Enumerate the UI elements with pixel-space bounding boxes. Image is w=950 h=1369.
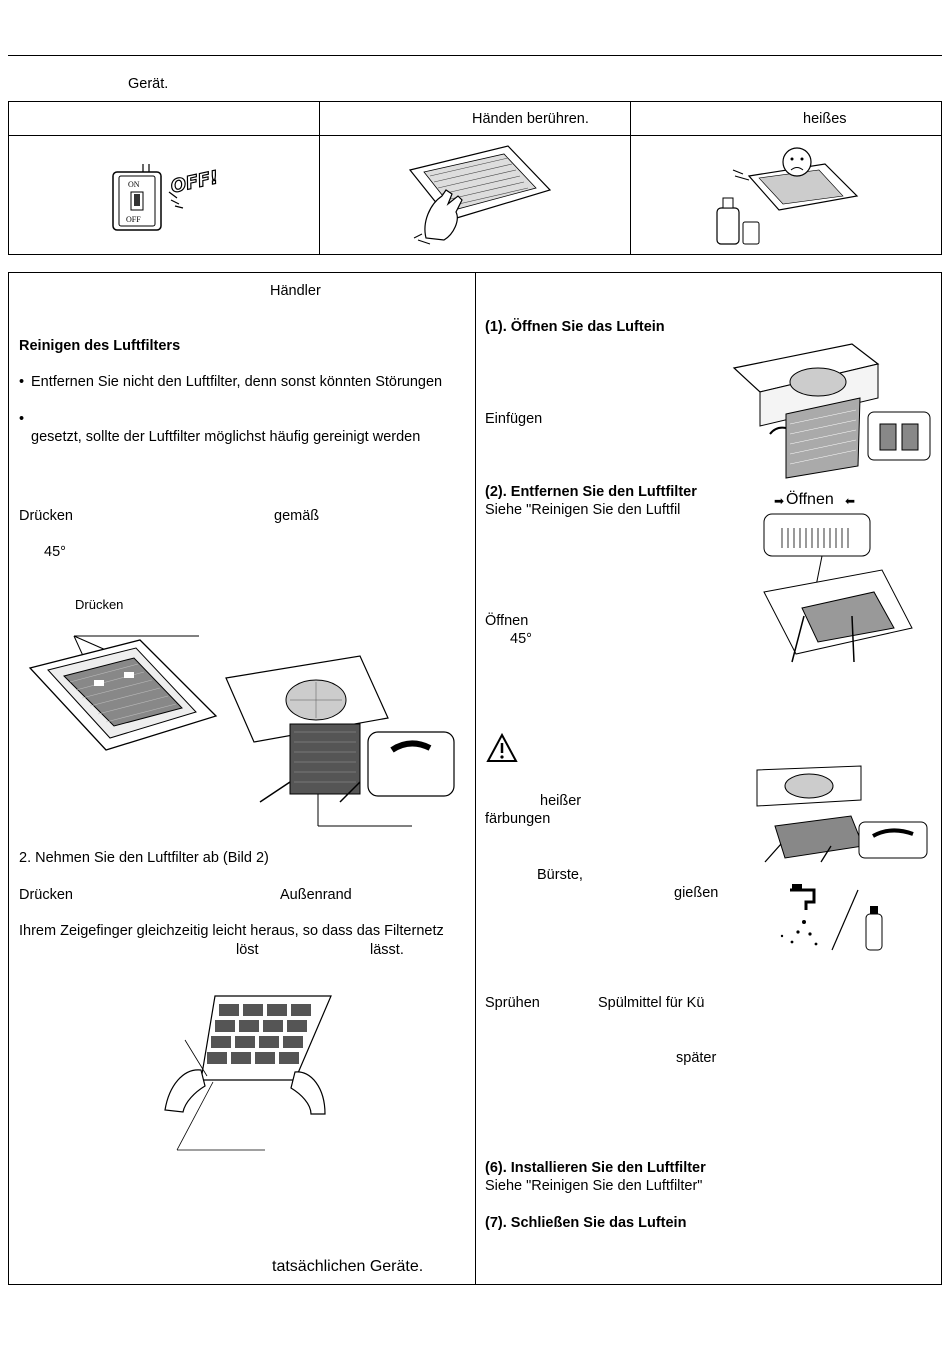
see-clean-filter: Siehe "Reinigen Sie den Luftfil bbox=[485, 502, 681, 518]
according-word: gemäß bbox=[274, 508, 320, 524]
outer-edge: Außenrand bbox=[280, 887, 352, 903]
hot-word: heißer bbox=[540, 793, 582, 809]
switch-off-label: OFF bbox=[126, 215, 141, 224]
off-shout-text: OFF! bbox=[168, 167, 221, 198]
header-rule bbox=[8, 55, 942, 56]
discolor-word: färbungen bbox=[485, 811, 551, 827]
open-label: Öffnen bbox=[786, 491, 834, 508]
filter-wash-figure bbox=[755, 766, 935, 866]
press-line: Drücken bbox=[19, 508, 73, 524]
bullet-2-marker: • bbox=[19, 411, 25, 427]
insert-word: Einfügen bbox=[485, 411, 543, 427]
detergent-word: Spülmittel für Kü bbox=[598, 995, 705, 1011]
hot-water-illustration bbox=[705, 142, 865, 250]
bullet-1: Entfernen Sie nicht den Luftfilter, denn sonst könnten Störungen bbox=[31, 374, 443, 390]
hand-panel-illustration bbox=[400, 142, 560, 250]
angle-right: 45° bbox=[510, 631, 532, 647]
switch-on-label: ON bbox=[128, 180, 140, 189]
power-switch-illustration bbox=[105, 160, 225, 240]
arrow-right-icon: ➡ bbox=[774, 494, 785, 508]
open-word: Öffnen bbox=[485, 613, 529, 629]
spray-word: Sprühen bbox=[485, 995, 540, 1011]
loosens: löst bbox=[236, 942, 259, 958]
step-2-left: 2. Nehmen Sie den Luftfilter ab (Bild 2) bbox=[19, 850, 269, 866]
table-col3-header: heißes bbox=[803, 111, 847, 127]
bullet-2-line2: gesetzt, sollte der Luftfilter möglichst häufig gereinigt werden bbox=[31, 429, 421, 445]
step-2-right: (2). Entfernen Sie den Luftfilter bbox=[485, 484, 697, 500]
brush-word: Bürste, bbox=[537, 867, 583, 883]
step-6: (6). Installieren Sie den Luftfilter bbox=[485, 1160, 706, 1176]
step-7: (7). Schließen Sie das Luftein bbox=[485, 1215, 687, 1231]
see-clean-filter-full: Siehe "Reinigen Sie den Luftfilter" bbox=[485, 1178, 703, 1194]
filter-open-figure bbox=[762, 512, 932, 662]
step-1: (1). Öffnen Sie das Luftein bbox=[485, 319, 665, 335]
air-filter-figure bbox=[155, 990, 335, 1155]
open-grille-figure bbox=[730, 342, 935, 487]
pour-word: gießen bbox=[674, 885, 719, 901]
fig1-press-label: Drücken bbox=[75, 597, 124, 612]
warning-triangle-icon bbox=[486, 733, 518, 763]
later-word: später bbox=[676, 1050, 717, 1066]
press-2: Drücken bbox=[19, 887, 73, 903]
water-tap-icon bbox=[772, 880, 892, 960]
cassette-unit-figure bbox=[24, 620, 224, 760]
bullet-1-marker: • bbox=[19, 374, 25, 390]
arrow-left-icon: ⬅ bbox=[845, 494, 856, 508]
device-word: Gerät. bbox=[128, 76, 169, 92]
lets: lässt. bbox=[370, 942, 404, 958]
finger-line: Ihrem Zeigefinger gleichzeitig leicht heraus, so dass das Filternetz bbox=[19, 923, 444, 939]
footer-note: tatsächlichen Geräte. bbox=[272, 1258, 424, 1275]
panel-removal-figure bbox=[220, 652, 460, 832]
table-col2-header: Händen berühren. bbox=[472, 111, 589, 127]
clean-filter-heading: Reinigen des Luftfilters bbox=[19, 338, 181, 354]
angle-left: 45° bbox=[44, 544, 66, 560]
dealer-line: Händler bbox=[270, 283, 321, 299]
